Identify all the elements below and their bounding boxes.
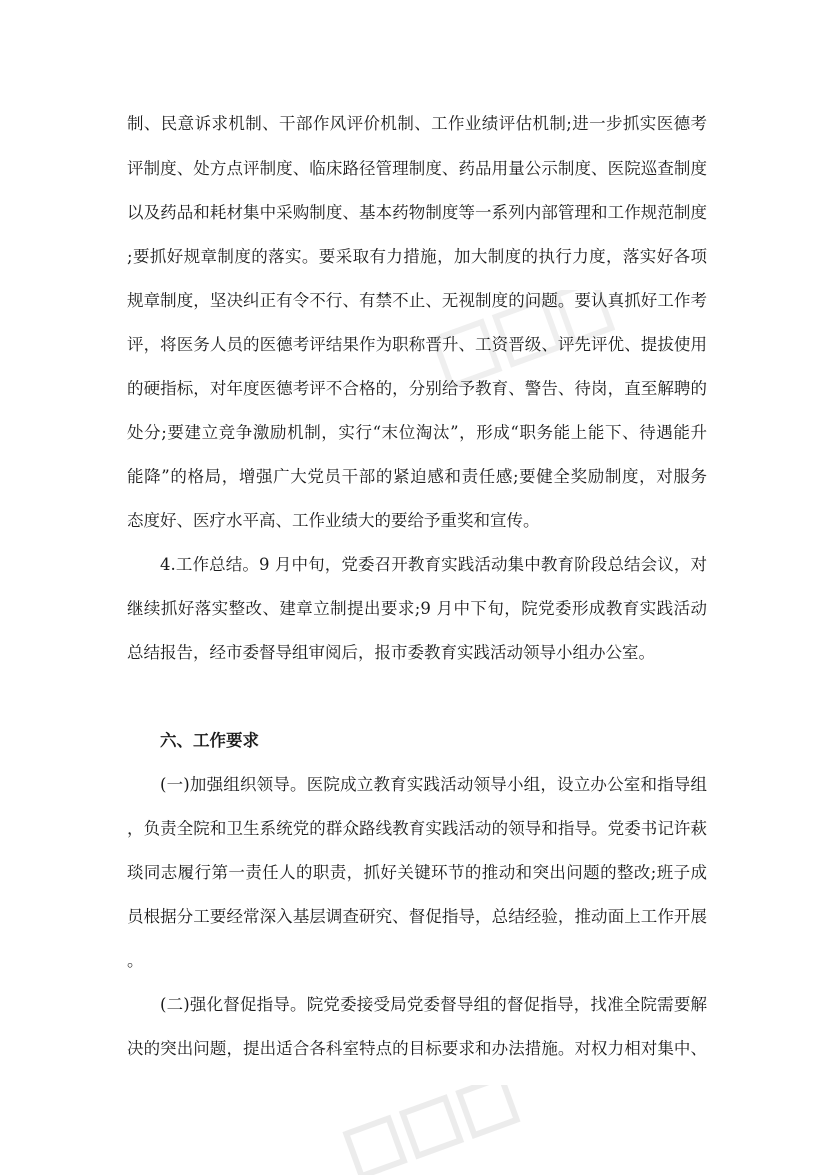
text-line: 处分;要建立竞争激励机制，实行“末位淘汰”，形成“职务能上能下、待遇能升: [127, 423, 707, 442]
text-line: 态度好、医疗水平高、工作业绩大的要给予重奖和宣传。: [127, 511, 540, 530]
section-heading: 六、工作要求: [160, 731, 259, 750]
text-line: 以及药品和耗材集中采购制度、基本药物制度等一系列内部管理和工作规范制度: [127, 203, 707, 222]
text-line: (一)加强组织领导。医院成立教育实践活动领导小组，设立办公室和指导组: [160, 775, 707, 794]
text-line: 继续抓好落实整改、建章立制提出要求;9 月中下旬，院党委形成教育实践活动: [127, 599, 707, 618]
text-line: 规章制度，坚决纠正有令不行、有禁不止、无视制度的问题。要认真抓好工作考: [127, 291, 707, 310]
text-line: 评，将医务人员的医德考评结果作为职称晋升、工资晋级、评先评优、提拔使用: [127, 335, 707, 354]
text-line: 。: [127, 951, 144, 970]
text-line: ;要抓好规章制度的落实。要采取有力措施，加大制度的执行力度，落实好各项: [127, 247, 707, 266]
text-line: 总结报告，经市委督导组审阅后，报市委教育实践活动领导小组办公室。: [127, 643, 655, 662]
watermark-icon: [330, 1085, 530, 1175]
text-line: 能降”的格局，增强广大党员干部的紧迫感和责任感;要健全奖励制度，对服务: [127, 467, 707, 486]
text-line: ，负责全院和卫生系统党的群众路线教育实践活动的领导和指导。党委书记许萩: [127, 819, 707, 838]
text-line: 4.工作总结。9 月中旬，党委召开教育实践活动集中教育阶段总结会议，对: [160, 555, 707, 574]
text-line: 琰同志履行第一责任人的职责，抓好关键环节的推动和突出问题的整改;班子成: [127, 863, 707, 882]
text-line: 制、民意诉求机制、干部作风评价机制、工作业绩评估机制;进一步抓实医德考: [127, 114, 707, 133]
text-line: 员根据分工要经常深入基层调查研究、督促指导，总结经验，推动面上工作开展: [127, 907, 707, 926]
text-line: 决的突出问题，提出适合各科室特点的目标要求和办法措施。对权力相对集中、: [127, 1039, 707, 1058]
text-line: (二)强化督促指导。院党委接受局党委督导组的督促指导，找准全院需要解: [160, 995, 707, 1014]
text-line: 的硬指标，对年度医德考评不合格的，分别给予教育、警告、待岗，直至解聘的: [127, 379, 707, 398]
text-line: 评制度、处方点评制度、临床路径管理制度、药品用量公示制度、医院巡查制度: [127, 159, 707, 178]
